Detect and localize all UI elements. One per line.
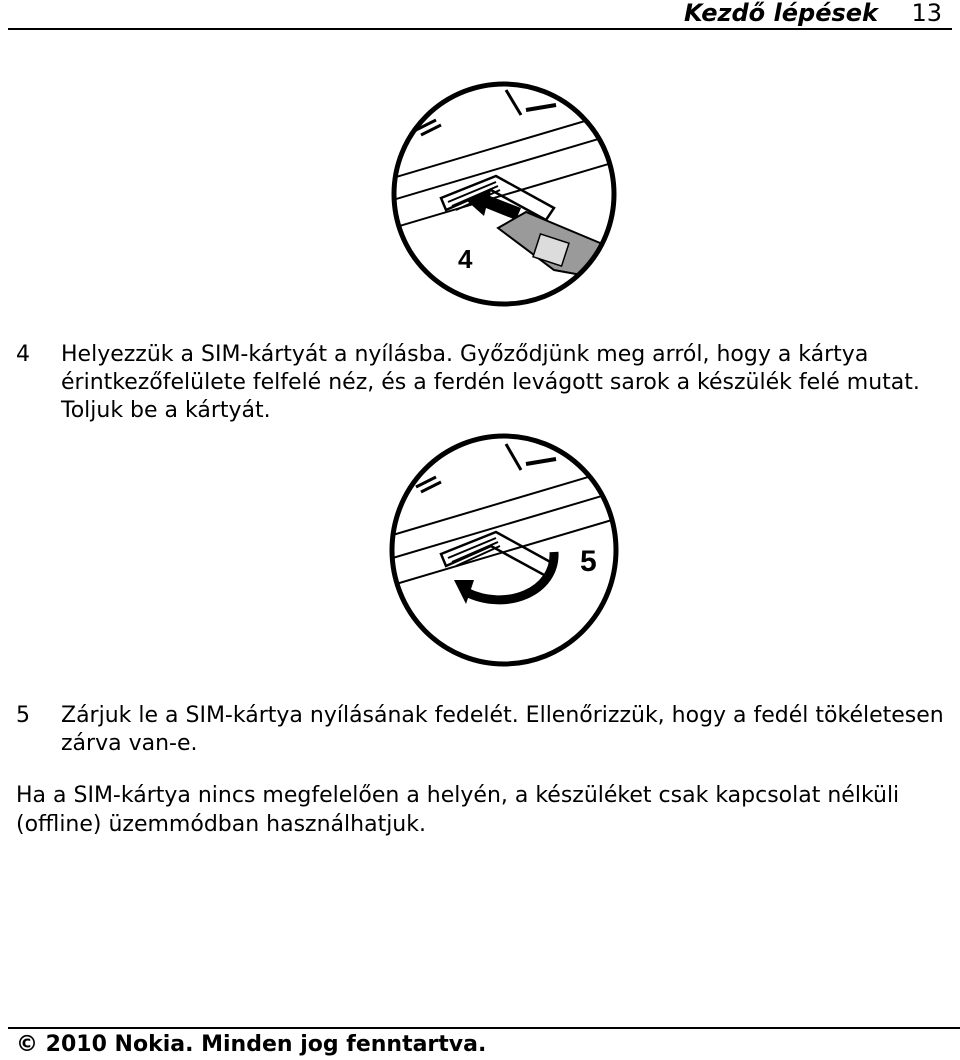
- step-number: 4: [16, 342, 30, 367]
- step-text: Zárjuk le a SIM-kártya nyílásának fedelét. Ellenőrizzük, hogy a fedél tökéletesen zárva van-e.: [61, 703, 944, 756]
- step-text: Helyezzük a SIM-kártyát a nyílásba. Győződjünk meg arról, hogy a kártya érintkezőfelülete felfelé néz, és a ferdén levágott sarok a készülék felé mutat. Toljuk be a kártyát.: [61, 342, 920, 423]
- page-number: 13: [911, 0, 942, 27]
- step-5: [16, 702, 956, 758]
- offline-note: Ha a SIM-kártya nincs megfelelően a helyén, a készüléket csak kapcsolat nélküli (offline) üzemmódban használhatjuk.: [16, 783, 900, 837]
- sim-insert-illustration: [386, 80, 622, 308]
- chapter-title: Kezdő lépések: [683, 0, 878, 27]
- figure-step-label: 5: [580, 545, 597, 578]
- step-number: 5: [16, 703, 30, 728]
- step-4: [16, 341, 936, 425]
- page-header: [8, 0, 952, 30]
- figure-step-label: 4: [458, 244, 473, 274]
- footer-divider: [8, 1027, 960, 1029]
- copyright-footer: © 2010 Nokia. Minden jog fenntartva.: [16, 1032, 487, 1057]
